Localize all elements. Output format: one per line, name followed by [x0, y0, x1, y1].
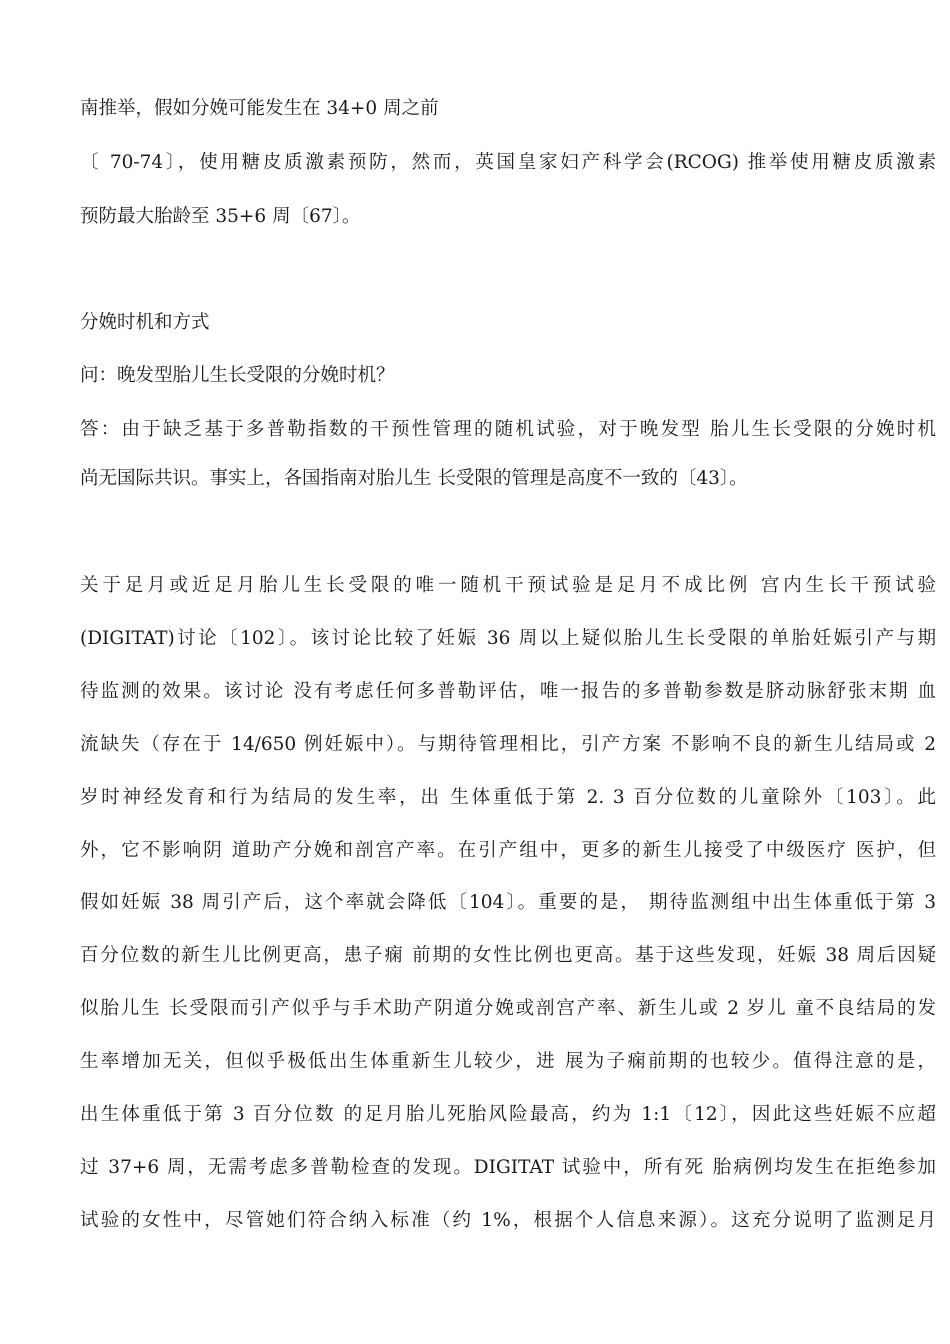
body-line-2: (DIGITAT)讨论〔102〕。该讨论比较了妊娠 36 周以上疑似胎儿生长受限的单胎妊娠引产与期 — [80, 628, 936, 649]
body-line-8: 百分位数的新生儿比例更高，患子痫 前期的女性比例也更高。基于这些发现，妊娠 38 周后因疑 — [80, 945, 936, 966]
body-line-13: 试验的女性中，尽管她们符合纳入标准（约 1%，根据个人信息来源）。这充分说明了监测足月 — [80, 1210, 936, 1231]
answer-line-1: 答：由于缺乏基于多普勒指数的干预性管理的随机试验，对于晚发型 胎儿生长受限的分娩时机 — [80, 419, 936, 440]
body-line-5: 岁时神经发育和行为结局的发生率，出 生体重低于第 2. 3 百分位数的儿童除外〔103〕。此 — [80, 787, 936, 808]
body-line-3: 待监测的效果。该讨论 没有考虑任何多普勒评估，唯一报告的多普勒参数是脐动脉舒张末期 血 — [80, 681, 936, 702]
body-line-11: 出生体重低于第 3 百分位数 的足月胎儿死胎风险最高，约为 1:1〔12〕，因此这些妊娠不应超 — [80, 1104, 936, 1125]
body-line-4: 流缺失（存在于 14/650 例妊娠中）。与期待管理相比，引产方案 不影响不良的新生儿结局或 2 — [80, 734, 936, 755]
body-line-9: 似胎儿生 长受限而引产似乎与手术助产阴道分娩或剖宫产率、新生儿或 2 岁儿 童不良结局的发 — [80, 998, 936, 1019]
question-text: 问：晚发型胎儿生长受限的分娩时机？ — [80, 365, 395, 386]
intro-line-2: 〔 70-74〕，使用糖皮质激素预防，然而，英国皇家妇产科学会(RCOG) 推举使用糖皮质激素 — [80, 152, 936, 173]
answer-line-2: 尚无国际共识。事实上，各国指南对胎儿生 长受限的管理是高度不一致的〔43〕。 — [80, 468, 748, 489]
body-line-12: 过 37+6 周，无需考虑多普勒检查的发现。DIGITAT 试验中，所有死 胎病例均发生在拒绝参加 — [80, 1157, 936, 1178]
section-heading: 分娩时机和方式 — [80, 312, 210, 333]
body-line-6: 外，它不影响阴 道助产分娩和剖宫产率。在引产组中，更多的新生儿接受了中级医疗 医护，但 — [80, 840, 936, 861]
body-line-10: 生率增加无关，但似乎极低出生体重新生儿较少，进 展为子痫前期的也较少。值得注意的是， — [80, 1051, 936, 1072]
intro-line-3: 预防最大胎龄至 35+6 周〔67〕。 — [80, 206, 361, 227]
body-line-7: 假如妊娠 38 周引产后，这个率就会降低〔104〕。重要的是， 期待监测组中出生体重低于第 3 — [80, 892, 936, 913]
intro-line-1: 南推举，假如分娩可能发生在 34+0 周之前 — [80, 98, 439, 119]
body-line-1: 关于足月或近足月胎儿生长受限的唯一随机干预试验是足月不成比例 宫内生长干预试验 — [80, 575, 936, 596]
